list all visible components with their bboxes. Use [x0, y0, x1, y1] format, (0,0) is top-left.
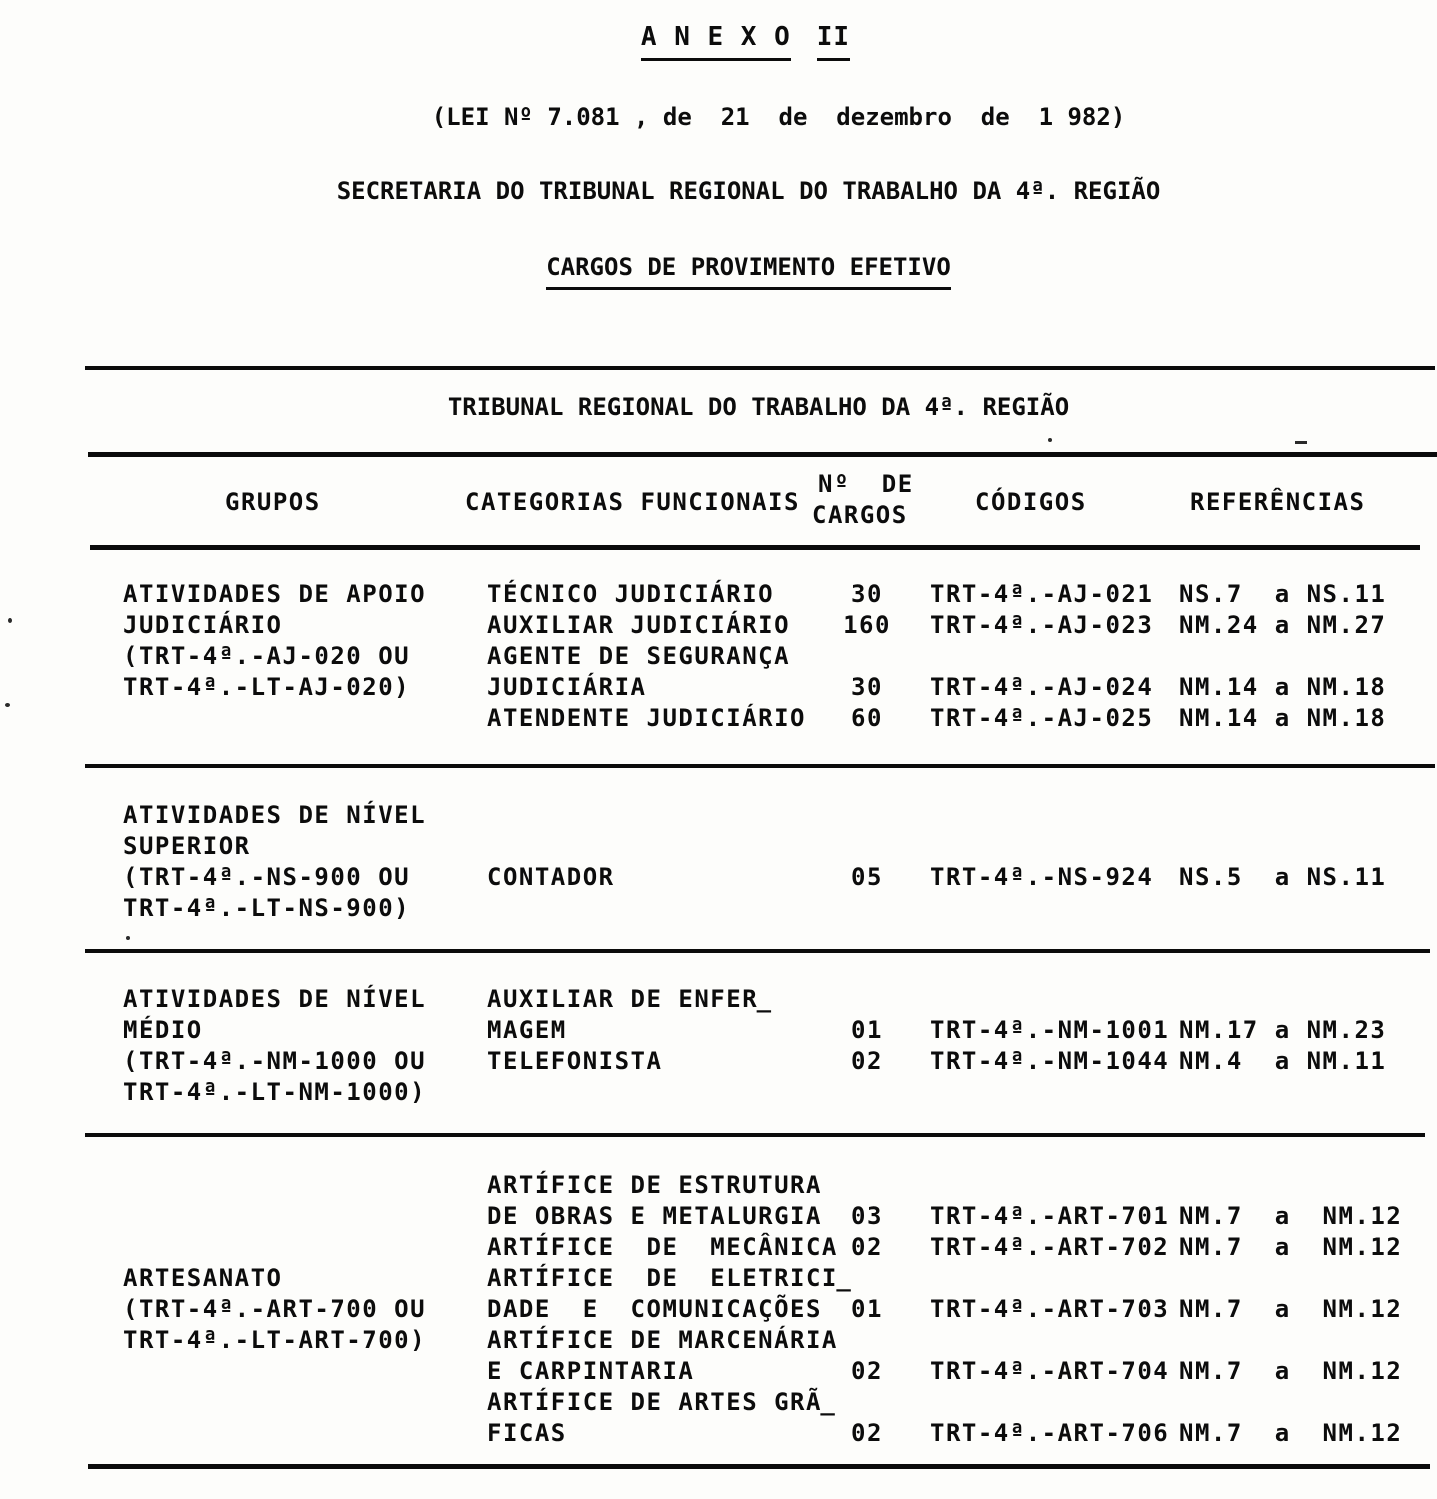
- page-title-main: A N E X O: [641, 22, 791, 61]
- column-header-referencias: REFERÊNCIAS: [1190, 488, 1366, 516]
- table-row: [0, 1077, 1437, 1108]
- referencia-cell: NM.4 a NM.11: [1179, 1047, 1387, 1075]
- codigo-cell: TRT-4ª.-NM-1044: [930, 1047, 1170, 1075]
- grupos-cell: MÉDIO: [123, 1016, 203, 1044]
- table-row: [0, 984, 1437, 1015]
- codigo-cell: TRT-4ª.-ART-702: [930, 1233, 1170, 1261]
- table-row: [0, 1232, 1437, 1263]
- law-reference-line: (LEI Nº 7.081 , de 21 de dezembro de 1 982): [431, 103, 1126, 131]
- referencia-cell: NM.14 a NM.18: [1179, 704, 1387, 732]
- table-row: [0, 831, 1437, 862]
- table-row: [0, 1325, 1437, 1356]
- categoria-cell: TÉCNICO JUDICIÁRIO: [487, 580, 775, 608]
- column-header-num-cargos-line2: CARGOS: [812, 501, 908, 529]
- grupos-cell: TRT-4ª.-LT-AJ-020): [123, 673, 411, 701]
- table-row: [0, 893, 1437, 924]
- table-row: [0, 610, 1437, 641]
- table-row: [0, 1387, 1437, 1418]
- table-row: [0, 1015, 1437, 1046]
- referencia-cell: NM.24 a NM.27: [1179, 611, 1387, 639]
- categoria-cell: ATENDENTE JUDICIÁRIO: [487, 704, 806, 732]
- grupos-cell: JUDICIÁRIO: [123, 611, 283, 639]
- column-header-categorias: CATEGORIAS FUNCIONAIS: [465, 488, 800, 516]
- grupos-cell: (TRT-4ª.-NS-900 OU: [123, 863, 411, 891]
- horizontal-rule: [85, 366, 1435, 370]
- num-cargos-cell: 01: [851, 1295, 883, 1323]
- table-row: [0, 641, 1437, 672]
- categoria-cell: JUDICIÁRIA: [487, 673, 647, 701]
- referencia-cell: NM.7 a NM.12: [1179, 1295, 1403, 1323]
- num-cargos-cell: 160: [843, 611, 891, 639]
- codigo-cell: TRT-4ª.-ART-701: [930, 1202, 1170, 1230]
- referencia-cell: NM.14 a NM.18: [1179, 673, 1387, 701]
- grupos-cell: SUPERIOR: [123, 832, 251, 860]
- table-row: [0, 1170, 1437, 1201]
- grupos-cell: (TRT-4ª.-NM-1000 OU: [123, 1047, 427, 1075]
- num-cargos-cell: 02: [851, 1233, 883, 1261]
- table-row: [0, 1201, 1437, 1232]
- codigo-cell: TRT-4ª.-ART-706: [930, 1419, 1170, 1447]
- table-row: [0, 1263, 1437, 1294]
- referencia-cell: NM.7 a NM.12: [1179, 1233, 1403, 1261]
- referencia-cell: NM.17 a NM.23: [1179, 1016, 1387, 1044]
- grupos-cell: TRT-4ª.-LT-NS-900): [123, 894, 411, 922]
- codigo-cell: TRT-4ª.-NM-1001: [930, 1016, 1170, 1044]
- table-caption: TRIBUNAL REGIONAL DO TRABALHO DA 4ª. REGIÃO: [447, 393, 1070, 421]
- grupos-cell: TRT-4ª.-LT-NM-1000): [123, 1078, 427, 1106]
- categoria-cell: ARTÍFICE DE MECÂNICA: [487, 1233, 838, 1261]
- categoria-cell: TELEFONISTA: [487, 1047, 663, 1075]
- horizontal-rule: [90, 545, 1420, 550]
- grupos-cell: ARTESANATO: [123, 1264, 283, 1292]
- referencia-cell: NM.7 a NM.12: [1179, 1419, 1403, 1447]
- page-title-number: II: [817, 22, 850, 61]
- codigo-cell: TRT-4ª.-NS-924: [930, 863, 1154, 891]
- num-cargos-cell: 01: [851, 1016, 883, 1044]
- categoria-cell: ARTÍFICE DE ELETRICI̲: [487, 1264, 853, 1292]
- categoria-cell: DE OBRAS E METALURGIA: [487, 1202, 822, 1230]
- grupos-cell: ATIVIDADES DE APOIO: [123, 580, 427, 608]
- grupos-cell: (TRT-4ª.-AJ-020 OU: [123, 642, 411, 670]
- num-cargos-cell: 30: [851, 580, 883, 608]
- horizontal-rule: [88, 1464, 1430, 1469]
- document-subtitle-text: CARGOS DE PROVIMENTO EFETIVO: [546, 253, 951, 290]
- categoria-cell: MAGEM: [487, 1016, 567, 1044]
- codigo-cell: TRT-4ª.-ART-704: [930, 1357, 1170, 1385]
- column-header-grupos: GRUPOS: [225, 488, 321, 516]
- num-cargos-cell: 03: [851, 1202, 883, 1230]
- scan-speck: [126, 936, 130, 940]
- referencia-cell: NM.7 a NM.12: [1179, 1202, 1403, 1230]
- referencia-cell: NS.7 a NS.11: [1179, 580, 1387, 608]
- num-cargos-cell: 02: [851, 1419, 883, 1447]
- num-cargos-cell: 05: [851, 863, 883, 891]
- horizontal-rule: [88, 452, 1437, 457]
- table-block-apoio-judiciario: [0, 579, 1437, 734]
- categoria-cell: CONTADOR: [487, 863, 615, 891]
- num-cargos-cell: 30: [851, 673, 883, 701]
- grupos-cell: ATIVIDADES DE NÍVEL: [123, 985, 427, 1013]
- categoria-cell: FICAS: [487, 1419, 567, 1447]
- scan-speck: [1048, 438, 1052, 442]
- codigo-cell: TRT-4ª.-ART-703: [930, 1295, 1170, 1323]
- column-header-num-cargos-line1: Nº DE: [818, 470, 914, 498]
- table-row: [0, 1294, 1437, 1325]
- categoria-cell: AUXILIAR DE ENFER̲: [487, 985, 773, 1013]
- referencia-cell: NM.7 a NM.12: [1179, 1357, 1403, 1385]
- grupos-cell: TRT-4ª.-LT-ART-700): [123, 1326, 427, 1354]
- horizontal-rule: [85, 764, 1435, 768]
- table-row: [0, 579, 1437, 610]
- categoria-cell: E CARPINTARIA: [487, 1357, 695, 1385]
- num-cargos-cell: 02: [851, 1357, 883, 1385]
- table-row: [0, 1418, 1437, 1449]
- secretaria-line: SECRETARIA DO TRIBUNAL REGIONAL DO TRABALHO DA 4ª. REGIÃO: [336, 177, 1161, 205]
- num-cargos-cell: 60: [851, 704, 883, 732]
- codigo-cell: TRT-4ª.-AJ-025: [930, 704, 1154, 732]
- page-title: [0, 22, 1437, 52]
- categoria-cell: AGENTE DE SEGURANÇA: [487, 642, 791, 670]
- table-row: [0, 800, 1437, 831]
- table-row: [0, 703, 1437, 734]
- horizontal-rule: [85, 949, 1430, 953]
- table-block-artesanato: [0, 1170, 1437, 1449]
- table-block-nivel-superior: [0, 800, 1437, 924]
- categoria-cell: DADE E COMUNICAÇÕES: [487, 1295, 822, 1323]
- column-header-codigos: CÓDIGOS: [975, 488, 1087, 516]
- scan-speck: [8, 618, 12, 623]
- table-row: [0, 1046, 1437, 1077]
- num-cargos-cell: 02: [851, 1047, 883, 1075]
- referencia-cell: NS.5 a NS.11: [1179, 863, 1387, 891]
- grupos-cell: (TRT-4ª.-ART-700 OU: [123, 1295, 427, 1323]
- categoria-cell: AUXILIAR JUDICIÁRIO: [487, 611, 791, 639]
- table-row: [0, 672, 1437, 703]
- categoria-cell: ARTÍFICE DE MARCENÁRIA: [487, 1326, 838, 1354]
- categoria-cell: ARTÍFICE DE ARTES GRÃ̲: [487, 1388, 837, 1416]
- horizontal-rule: [85, 1133, 1425, 1137]
- table-row: [0, 1356, 1437, 1387]
- table-row: [0, 862, 1437, 893]
- scan-speck: [5, 703, 10, 707]
- codigo-cell: TRT-4ª.-AJ-023: [930, 611, 1154, 639]
- codigo-cell: TRT-4ª.-AJ-021: [930, 580, 1154, 608]
- scan-speck: [1295, 441, 1307, 444]
- categoria-cell: ARTÍFICE DE ESTRUTURA: [487, 1171, 822, 1199]
- codigo-cell: TRT-4ª.-AJ-024: [930, 673, 1154, 701]
- document-subtitle: [0, 252, 1437, 282]
- grupos-cell: ATIVIDADES DE NÍVEL: [123, 801, 427, 829]
- table-block-nivel-medio: [0, 984, 1437, 1108]
